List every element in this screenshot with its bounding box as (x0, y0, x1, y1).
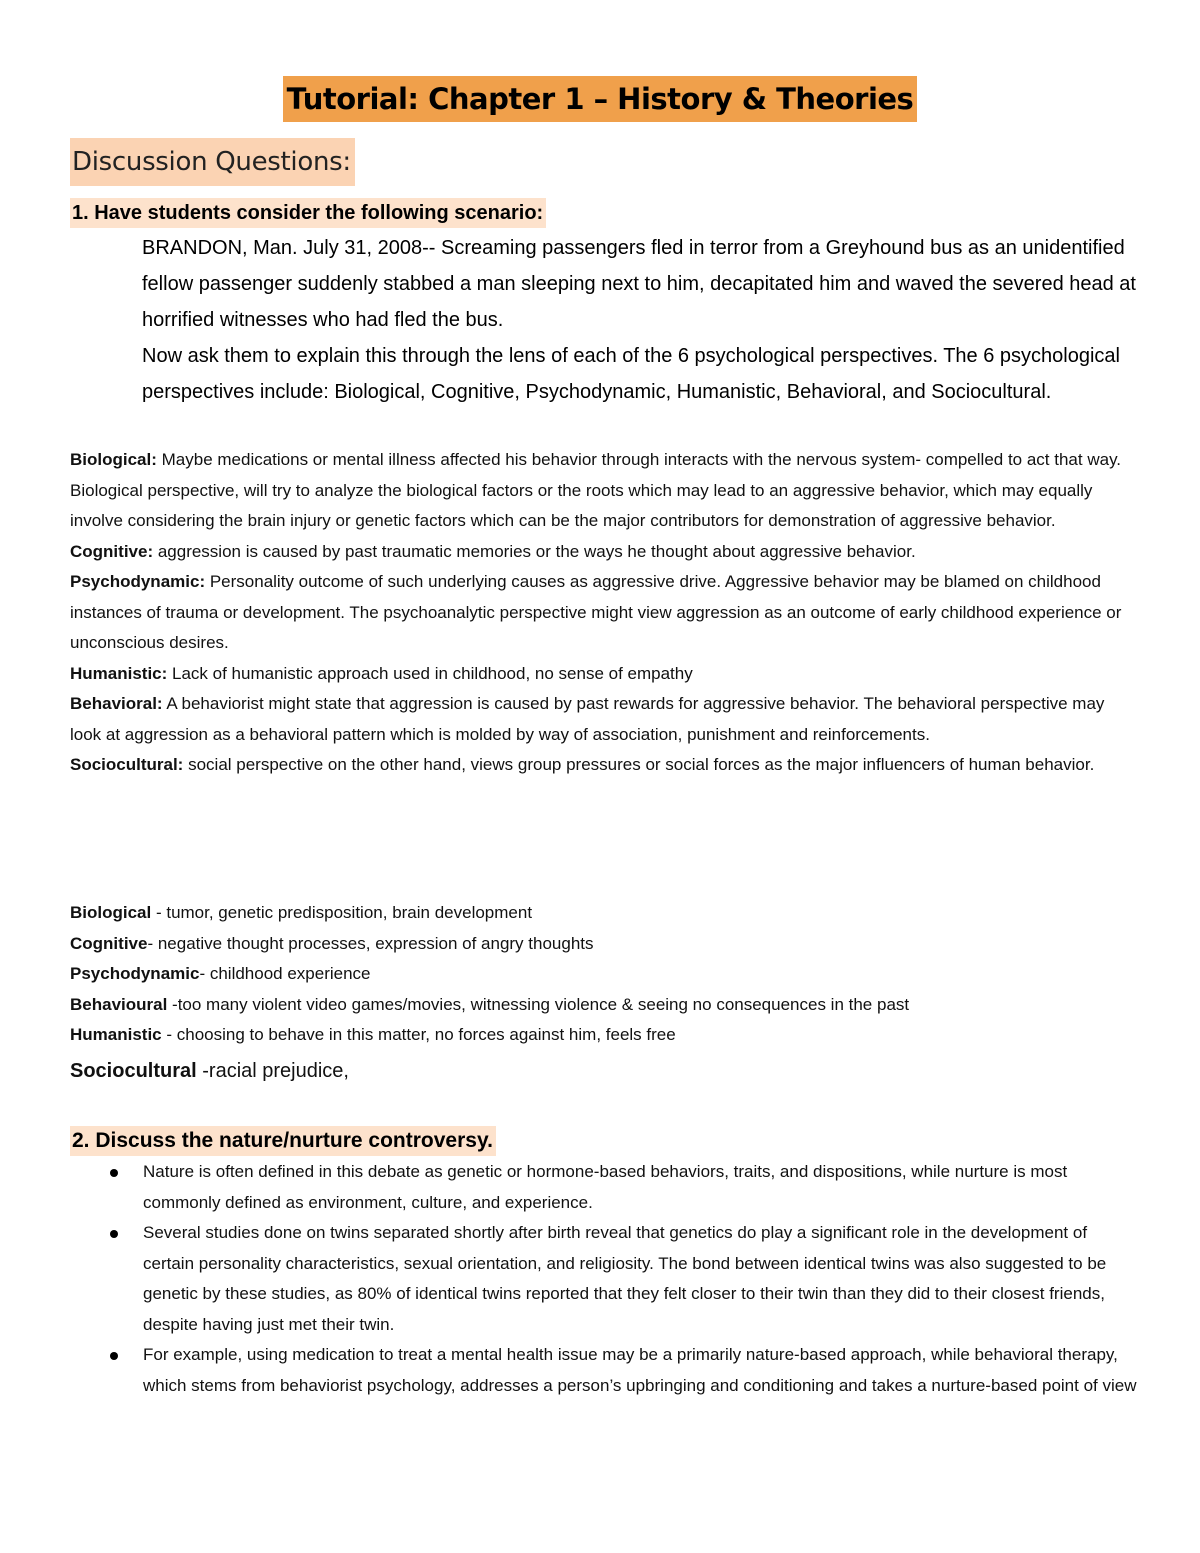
short-answer-behavioural (70, 990, 1140, 1021)
short-answer-label: Humanistic (70, 1025, 162, 1044)
answer-humanistic (70, 659, 1140, 690)
bullet-icon (110, 1352, 118, 1360)
answer-text: Personality outcome of such underlying causes as aggressive drive. Aggressive behavior may be blamed on childhood instances of trauma or development. The psychoanalytic perspective might view aggression as an outcome of early childhood experience or unconscious desires. (70, 572, 1122, 652)
short-answer-sociocultural (70, 1051, 1140, 1091)
short-answer-text: - choosing to behave in this matter, no forces against him, feels free (161, 1025, 676, 1044)
short-answer-text: -racial prejudice, (196, 1059, 349, 1082)
question-1-heading: 1. Have students consider the following scenario: (70, 198, 546, 228)
short-answer-psychodynamic (70, 959, 1140, 990)
list-item-text: For example, using medication to treat a mental health issue may be a primarily nature-based approach, while behavioral therapy, which stems from behaviorist psychology, addresses a person’s upbringing and conditioning and takes a nurture-based point of view (143, 1345, 1137, 1395)
title-wrapper (0, 76, 1200, 122)
list-item (70, 1340, 1140, 1401)
answer-label: Behavioral: (70, 694, 163, 713)
answer-label: Cognitive: (70, 541, 154, 561)
list-item (70, 1218, 1140, 1340)
answer-text: social perspective on the other hand, views group pressures or social forces as the major influencers of human behavior. (183, 755, 1095, 774)
answer-label: Biological: (70, 450, 157, 469)
answer-label: Sociocultural: (70, 755, 184, 774)
answer-text: Maybe medications or mental illness affected his behavior through interacts with the nervous system- compelled to act that way. Biological perspective, will try to analyze the biological factors or the roots which may lead to an aggressive behavior, which may equally involve considering the brain injury or genetic factors which can be the major contributors for demonstration of aggressive behavior. (70, 450, 1122, 530)
short-answer-label: Psychodynamic (70, 964, 200, 983)
answer-psychodynamic (70, 567, 1140, 659)
answer-text: aggression is caused by past traumatic memories or the ways he thought about aggressive behavior. (153, 541, 916, 561)
short-answer-humanistic (70, 1020, 1140, 1051)
answer-label: Psychodynamic: (70, 572, 206, 591)
short-answer-text: - tumor, genetic predisposition, brain development (151, 903, 533, 922)
short-answer-label: Biological (70, 903, 152, 922)
answer-text: Lack of humanistic approach used in childhood, no sense of empathy (167, 663, 693, 683)
list-item-text: Nature is often defined in this debate as genetic or hormone-based behaviors, traits, and dispositions, while nurture is most commonly defined as environment, culture, and experience. (143, 1162, 1068, 1212)
short-answer-text: - childhood experience (199, 964, 371, 983)
answer-label: Humanistic: (70, 663, 168, 683)
short-answer-text: - negative thought processes, expression of angry thoughts (147, 933, 594, 953)
bullet-icon (110, 1169, 118, 1177)
scenario-instruction: Now ask them to explain this through the lens of each of the 6 psychological perspectives. The 6 psychological perspectives include: Biological, Cognitive, Psychodynamic, Humanistic, Behavioral, and Sociocultural. (142, 345, 1120, 403)
bullet-icon (110, 1230, 118, 1238)
short-answer-biological (70, 898, 1140, 929)
answer-biological (70, 445, 1140, 537)
short-answer-text: -too many violent video games/movies, witnessing violence & seeing no consequences in the past (167, 994, 910, 1014)
short-answers (70, 898, 1140, 1091)
question-2-heading: 2. Discuss the nature/nurture controversy. (70, 1126, 496, 1156)
answer-text: A behaviorist might state that aggression is caused by past rewards for aggressive behavior. The behavioral perspective may look at aggression as a behavioral pattern which is molded by way of association, punishment and reinforcements. (70, 694, 1105, 744)
scenario-block (142, 230, 1152, 410)
perspective-answers (70, 445, 1140, 781)
discussion-questions-heading: Discussion Questions: (70, 138, 355, 186)
short-answer-label: Sociocultural (70, 1059, 197, 1082)
nature-nurture-list (70, 1157, 1140, 1401)
page-title: Tutorial: Chapter 1 – History & Theories (283, 76, 918, 122)
list-item (70, 1157, 1140, 1218)
short-answer-cognitive (70, 929, 1140, 960)
scenario-text: BRANDON, Man. July 31, 2008-- Screaming passengers fled in terror from a Greyhound bus as an unidentified fellow passenger suddenly stabbed a man sleeping next to him, decapitated him and waved the severed head at horrified witnesses who had fled the bus. (142, 237, 1136, 331)
list-item-text: Several studies done on twins separated shortly after birth reveal that genetics do play a significant role in the development of certain personality characteristics, sexual orientation, and religiosity. The bond between identical twins was also suggested to be genetic by these studies, as 80% of identical twins reported that they felt closer to their twin than they did to their closest friends, despite having just met their twin. (143, 1223, 1107, 1334)
short-answer-label: Behavioural (70, 994, 168, 1014)
short-answer-label: Cognitive (70, 933, 148, 953)
answer-cognitive (70, 537, 1140, 568)
answer-behavioral (70, 689, 1140, 750)
answer-sociocultural (70, 750, 1140, 781)
